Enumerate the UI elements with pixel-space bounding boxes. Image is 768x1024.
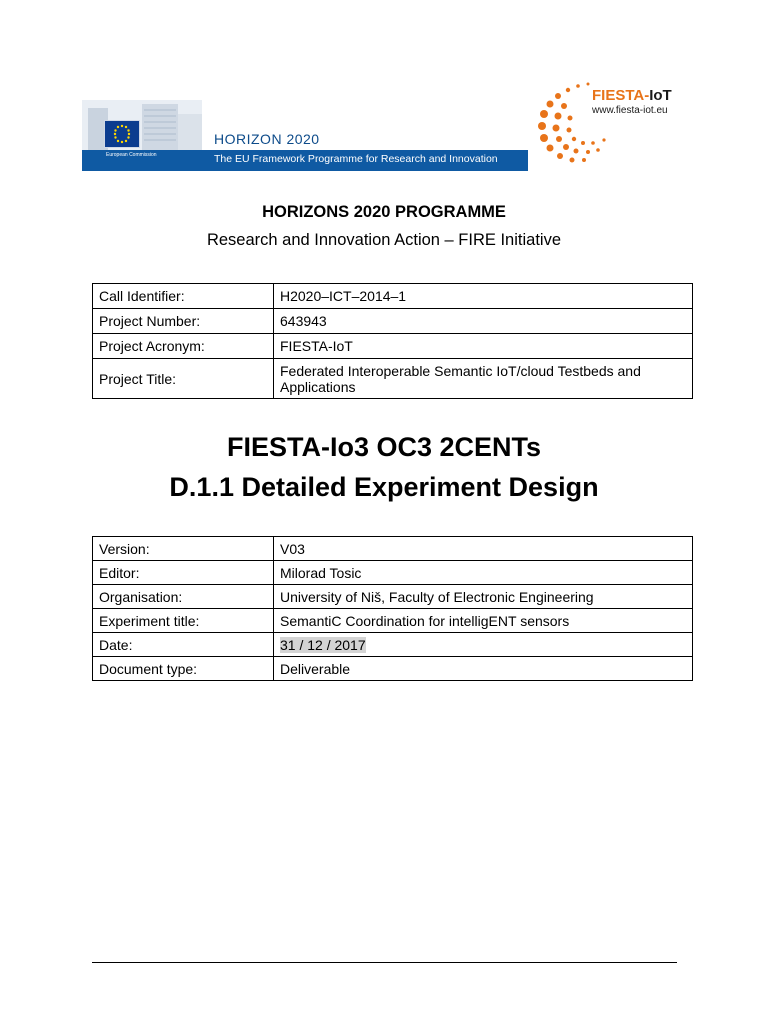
programme-subtitle: Research and Innovation Action – FIRE Initiative	[206, 231, 562, 249]
row-value: Deliverable	[274, 657, 693, 681]
row-label: Editor:	[93, 561, 274, 585]
row-label: Experiment title:	[93, 609, 274, 633]
row-label: Project Acronym:	[93, 334, 274, 359]
row-value: Milorad Tosic	[274, 561, 693, 585]
table-row	[93, 537, 693, 561]
row-label: Project Title:	[93, 359, 274, 399]
fiesta-brand-part2: IoT	[649, 87, 672, 104]
row-label: Version:	[93, 537, 274, 561]
document-meta-table	[92, 536, 693, 681]
row-value: 643943	[274, 309, 693, 334]
programme-title: HORIZONS 2020 PROGRAMME	[262, 203, 506, 221]
row-value: H2020–ICT–2014–1	[274, 284, 693, 309]
document-title-line2: D.1.1 Detailed Experiment Design	[169, 472, 599, 502]
horizon-2020-banner	[82, 100, 528, 171]
eu-commission-label: European Commission	[106, 152, 157, 158]
row-label: Date:	[93, 633, 274, 657]
row-label: Organisation:	[93, 585, 274, 609]
table-row	[93, 585, 693, 609]
table-row	[93, 359, 693, 399]
table-row	[93, 561, 693, 585]
project-info-table	[92, 283, 693, 399]
row-label: Call Identifier:	[93, 284, 274, 309]
fiesta-url: www.fiesta-iot.eu	[592, 105, 668, 116]
table-row	[93, 657, 693, 681]
row-label: Document type:	[93, 657, 274, 681]
row-value: Federated Interoperable Semantic IoT/cloud Testbeds and Applications	[274, 359, 693, 399]
ec-building-image	[82, 100, 202, 150]
eu-flag-icon	[104, 120, 140, 148]
row-value: FIESTA-IoT	[274, 334, 693, 359]
row-value: SemantiC Coordination for intelligENT sensors	[274, 609, 693, 633]
fiesta-brand-part1: FIESTA-	[592, 87, 650, 104]
row-label: Project Number:	[93, 309, 274, 334]
table-row	[93, 609, 693, 633]
horizon-banner-subtitle: The EU Framework Programme for Research and Innovation	[214, 153, 498, 165]
fiesta-iot-brand	[592, 87, 672, 104]
footer-divider	[92, 962, 677, 963]
row-value: V03	[274, 537, 693, 561]
table-row	[93, 284, 693, 309]
row-value	[274, 633, 693, 657]
table-row	[93, 309, 693, 334]
document-title-line1: FIESTA-Io3 OC3 2CENTs	[226, 432, 542, 462]
table-row	[93, 334, 693, 359]
table-row	[93, 633, 693, 657]
date-value-highlight: 31 / 12 / 2017	[280, 636, 366, 653]
row-value: University of Niš, Faculty of Electronic Engineering	[274, 585, 693, 609]
horizon-2020-title: HORIZON 2020	[214, 131, 320, 147]
